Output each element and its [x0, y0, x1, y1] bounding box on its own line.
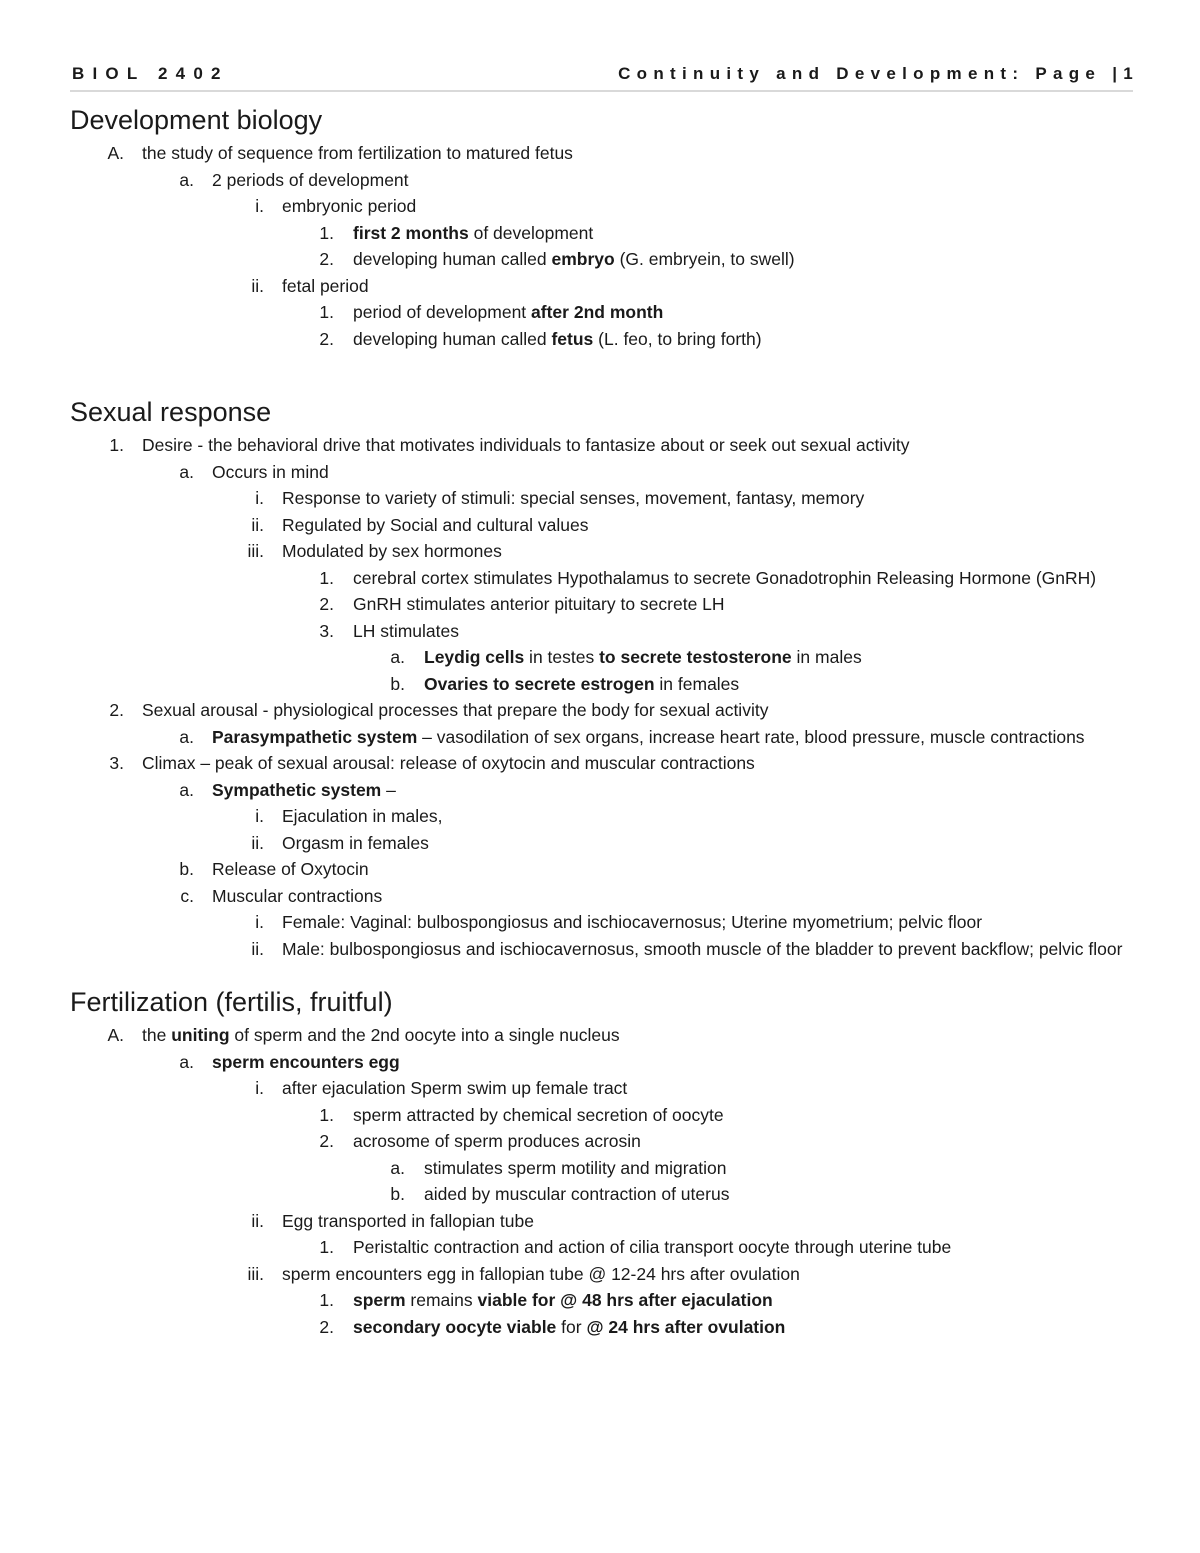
section-title-sexual-response: Sexual response — [70, 397, 272, 427]
list-item: c. Muscular contractions — [180, 885, 383, 906]
list-item: a. 2 periods of development — [179, 169, 409, 190]
list-item: 1. first 2 months of development — [319, 222, 594, 243]
list-item: b. Release of Oxytocin — [179, 859, 369, 879]
list-item: a. stimulates sperm motility and migration — [390, 1157, 727, 1178]
list-item: i. Ejaculation in males, — [255, 806, 443, 826]
list-item: 1. Desire - the behavioral drive that motivates individuals to fantasize about or seek out sexual activity — [109, 435, 910, 455]
list-item: ii. fetal period — [251, 275, 369, 296]
list-item: a. Occurs in mind — [179, 461, 329, 482]
list-item: 2. GnRH stimulates anterior pituitary to secrete LH — [319, 594, 725, 614]
list-item: iii. sperm encounters egg in fallopian tube @ 12-24 hrs after ovulation — [247, 1263, 800, 1284]
list-item: 2. Sexual arousal - physiological processes that prepare the body for sexual activity — [109, 700, 769, 720]
list-item: 3. Climax – peak of sexual arousal: release of oxytocin and muscular contractions — [109, 753, 755, 773]
list-item: 2. developing human called fetus (L. feo, to bring forth) — [319, 328, 762, 349]
list-item: ii. Orgasm in females — [251, 832, 429, 853]
list-item: A. the study of sequence from fertilization to matured fetus — [107, 143, 573, 163]
document-body — [70, 100, 1140, 1340]
list-item: iii. Modulated by sex hormones — [247, 541, 502, 561]
list-item: 2. acrosome of sperm produces acrosin — [319, 1131, 641, 1151]
list-item: 2. secondary oocyte viable for @ 24 hrs after ovulation — [319, 1316, 786, 1337]
list-item: 1. sperm remains viable for @ 48 hrs after ejaculation — [319, 1290, 773, 1310]
list-item: 2. developing human called embryo (G. embryein, to swell) — [319, 249, 795, 269]
list-item: a. sperm encounters egg — [179, 1051, 400, 1072]
section-title-development: Development biology — [70, 105, 323, 135]
list-item: i. Response to variety of stimuli: special senses, movement, fantasy, memory — [255, 488, 865, 508]
list-item: i. embryonic period — [255, 196, 417, 216]
list-item: i. Female: Vaginal: bulbospongiosus and ischiocavernosus; Uterine myometrium; pelvic floor — [255, 912, 983, 932]
list-item: 3. LH stimulates — [319, 620, 460, 641]
section-title-fertilization: Fertilization (fertilis, fruitful) — [70, 987, 393, 1017]
list-item: 1. period of development after 2nd month — [319, 302, 664, 322]
list-item: b. aided by muscular contraction of uterus — [390, 1184, 730, 1204]
course-code: BIOL 2402 — [72, 64, 229, 83]
list-item: ii. Male: bulbospongiosus and ischiocavernosus, smooth muscle of the bladder to prevent backflow; pelvic floor — [251, 938, 1123, 959]
list-item: A. the uniting of sperm and the 2nd oocyte into a single nucleus — [107, 1025, 620, 1045]
list-item: 1. Peristaltic contraction and action of cilia transport oocyte through uterine tube — [319, 1237, 952, 1257]
page-running-title: Continuity and Development: Page |1 — [618, 64, 1139, 83]
list-item: ii. Egg transported in fallopian tube — [251, 1210, 534, 1231]
list-item: ii. Regulated by Social and cultural values — [251, 514, 589, 535]
list-item: 1. cerebral cortex stimulates Hypothalamus to secrete Gonadotrophin Releasing Hormone (GnRH) — [319, 567, 1097, 588]
list-item: i. after ejaculation Sperm swim up female tract — [255, 1078, 628, 1098]
list-item: a. Sympathetic system – — [179, 779, 396, 800]
page-header — [70, 62, 1139, 92]
list-item: b. Ovaries to secrete estrogen in females — [390, 673, 740, 694]
list-item: a. Parasympathetic system – vasodilation of sex organs, increase heart rate, blood pressure, muscle contractions — [179, 726, 1085, 747]
list-item: 1. sperm attracted by chemical secretion of oocyte — [319, 1104, 724, 1125]
list-item: a. Leydig cells in testes to secrete testosterone in males — [390, 647, 862, 667]
